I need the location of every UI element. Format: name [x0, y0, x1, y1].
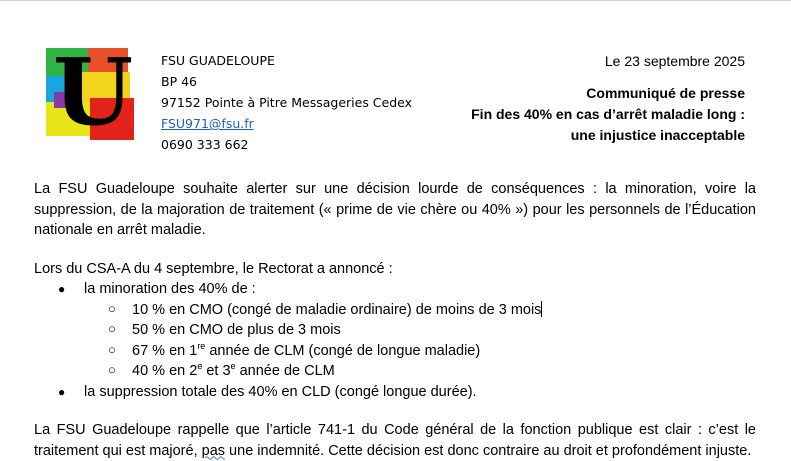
- paragraph-intro: La FSU Guadeloupe souhaite alerter sur une décision lourde de conséquences : la minoration, voire la suppression, de la majoration de traitement (« prime de vie chère ou 40% ») pour les personnels de l’Éducation nationale en arrêt maladie.: [34, 181, 756, 238]
- sender-address: 97152 Pointe à Pitre Messageries Cedex: [161, 95, 413, 110]
- bullet-hollow-icon: ○: [108, 362, 116, 377]
- bullet-filled-icon: ●: [58, 282, 66, 296]
- text-cursor: [541, 301, 542, 317]
- paragraph-article-part-a: La FSU Guadeloupe rappelle que l’article 741-1 du Code général de la fonction publique est clair : c’est le traitement qui est majoré,: [34, 422, 756, 459]
- sender-org: FSU GUADELOUPE: [161, 53, 275, 68]
- sub-item-text-1: 10 % en CMO (congé de maladie ordinaire) de moins de 3 mois: [132, 301, 542, 318]
- title-line-1: Communiqué de presse: [586, 85, 745, 101]
- sender-block: [161, 50, 412, 155]
- list-item: [108, 300, 756, 321]
- sub-item-text-4a: 40 % en 2: [132, 363, 198, 379]
- sub-item-text-4b: année de CLM: [235, 363, 335, 379]
- document-date: Le 23 septembre 2025: [604, 53, 745, 69]
- title-line-2: Fin des 40% en cas d’arrêt maladie long :: [471, 106, 745, 122]
- sub-item-text-3b: année de CLM (congé de longue maladie): [205, 342, 481, 359]
- press-release-title: [471, 83, 745, 146]
- sender-phone: 0690 333 662: [161, 137, 249, 152]
- paragraph-csa: Lors du CSA-A du 4 septembre, le Rectorat a annoncé :: [34, 260, 393, 277]
- sub-item-text-4mid: et 3: [202, 363, 231, 379]
- list-item: [108, 361, 756, 382]
- list-item: [58, 382, 756, 403]
- sub-item-text-3a: 67 % en 1: [132, 342, 198, 359]
- superscript: e: [197, 361, 203, 372]
- bullet-filled-icon: ●: [58, 384, 66, 399]
- sub-bullet-list: [84, 300, 756, 382]
- sub-item-text-2: 50 % en CMO de plus de 3 mois: [132, 322, 341, 338]
- logo-letter: U: [52, 38, 132, 146]
- sender-bp: BP 46: [161, 74, 197, 89]
- sender-email-link[interactable]: FSU971@fsu.fr: [161, 116, 254, 131]
- spellcheck-word[interactable]: pas: [201, 442, 226, 459]
- document-body: [34, 179, 756, 461]
- bullet-list: [34, 279, 756, 402]
- list-item: [108, 320, 756, 341]
- bullet-text-suppression: la suppression totale des 40% en CLD (congé longue durée).: [84, 383, 477, 400]
- paragraph-article-part-b: une indemnité. Cette décision est donc contraire au droit et profondément injuste.: [225, 442, 752, 459]
- list-item: [58, 279, 756, 382]
- superscript: re: [197, 340, 206, 351]
- bullet-hollow-icon: ○: [108, 321, 116, 336]
- title-line-3: une injustice inacceptable: [570, 127, 745, 143]
- bullet-text-minoration: la minoration des 40% de :: [84, 281, 256, 297]
- superscript: e: [230, 361, 236, 372]
- fsu-logo: [46, 38, 134, 146]
- bullet-hollow-icon: ○: [108, 300, 116, 316]
- list-item: [108, 341, 756, 362]
- page-top-border: [0, 0, 791, 1]
- bullet-hollow-icon: ○: [108, 341, 116, 357]
- paragraph-article: [34, 420, 756, 461]
